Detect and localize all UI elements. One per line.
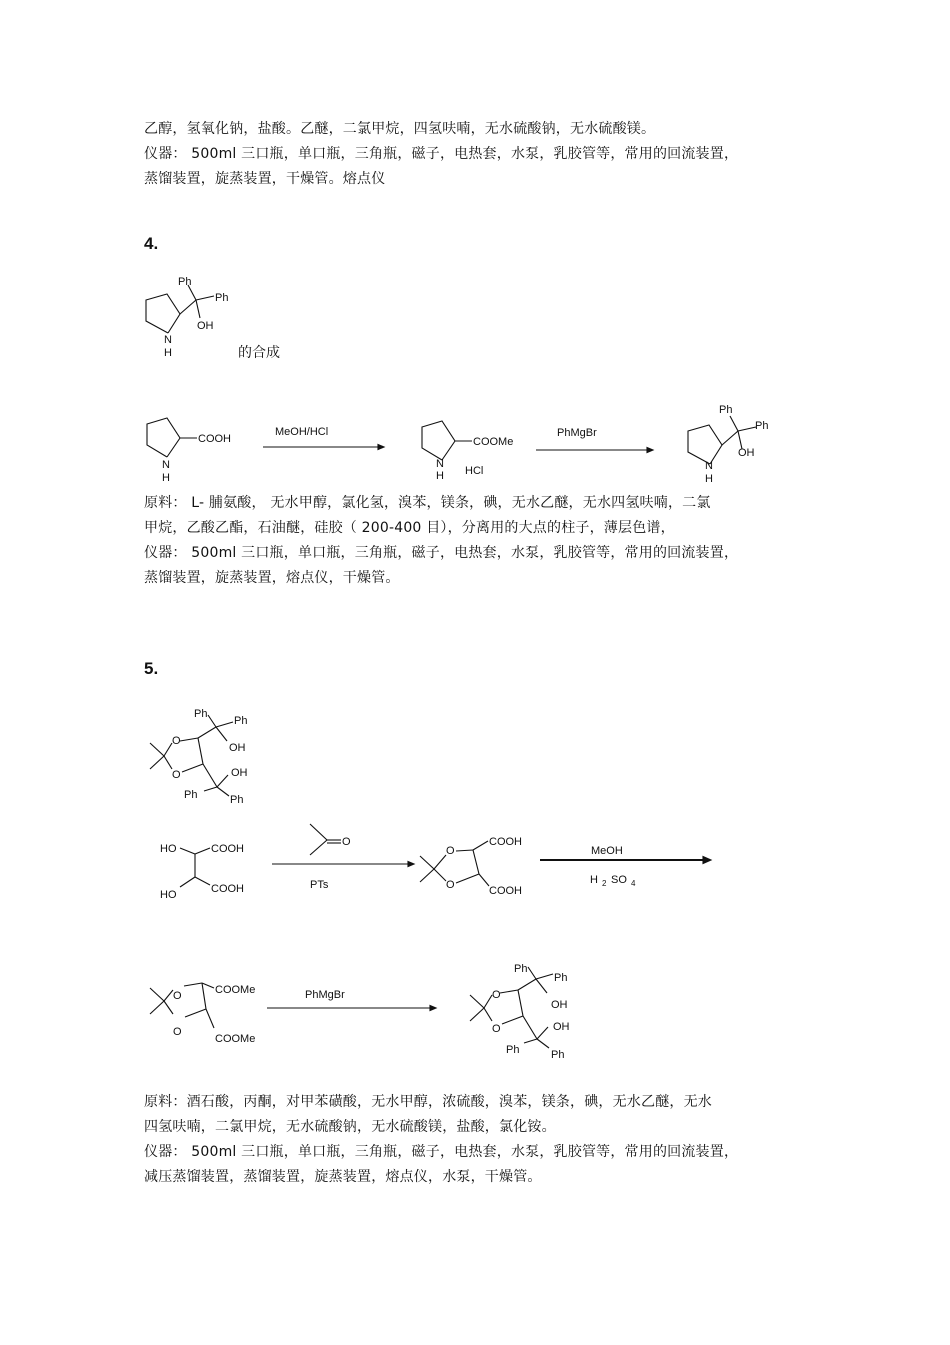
- oh-label: OH: [551, 999, 568, 1011]
- oh-label: OH: [231, 767, 248, 779]
- ph-label: Ph: [194, 708, 208, 720]
- n-atom-label: N: [705, 460, 713, 472]
- o-atom-label: O: [172, 769, 181, 781]
- n-atom-label: N: [436, 458, 444, 470]
- reagent-label: SO: [611, 874, 627, 886]
- instruments-line: 仪器： 500ml 三口瓶，单口瓶，三角瓶，磁子，电热套，水泵，乳胶管等，常用的回流装置，: [144, 1144, 739, 1160]
- subscript-label: 4: [631, 879, 636, 888]
- instruments-line: 仪器： 500ml 三口瓶，单口瓶，三角瓶，磁子，电热套，水泵，乳胶管等，常用的回流装置，: [144, 545, 739, 561]
- h-atom-label: H: [436, 470, 444, 482]
- oh-label: OH: [738, 447, 755, 459]
- hcl-label: HCl: [465, 465, 484, 477]
- instruments-line: 减压蒸馏装置，蒸馏装置，旋蒸装置，熔点仪，水泵，干燥管。: [144, 1169, 542, 1185]
- subscript-label: 2: [602, 879, 607, 888]
- n-atom-label: N: [164, 334, 172, 346]
- o-atom-label: O: [446, 845, 455, 857]
- target-structure-taddol: [140, 700, 270, 810]
- ho-label: HO: [160, 843, 177, 855]
- h-atom-label: H: [705, 473, 713, 485]
- o-atom-label: O: [492, 1023, 501, 1035]
- cooh-label: COOH: [489, 885, 522, 897]
- ph-label: Ph: [184, 789, 198, 801]
- h-atom-label: H: [162, 472, 170, 484]
- oh-label: OH: [553, 1021, 570, 1033]
- oh-label: OH: [229, 742, 246, 754]
- ph-label: Ph: [178, 276, 192, 288]
- ph-label: Ph: [755, 420, 769, 432]
- materials-line: 原料： L- 脯氨酸， 无水甲醇，氯化氢，溴苯，镁条，碘，无水乙醚，无水四氢呋喃，二氯: [144, 495, 711, 511]
- reaction-scheme-4: [140, 400, 800, 490]
- instruments-line: 蒸馏装置，旋蒸装置，熔点仪，干燥管。: [144, 570, 400, 586]
- section-number: 5.: [144, 659, 159, 678]
- cooh-label: COOH: [489, 836, 522, 848]
- o-atom-label: O: [342, 836, 351, 848]
- target-caption: 的合成: [238, 345, 280, 361]
- reagent-label: H: [590, 874, 598, 886]
- h-atom-label: H: [164, 347, 172, 359]
- o-atom-label: O: [172, 735, 181, 747]
- ph-label: Ph: [234, 715, 248, 727]
- ph-label: Ph: [719, 404, 733, 416]
- cooh-label: COOH: [211, 843, 244, 855]
- cooh-label: COOH: [211, 883, 244, 895]
- ph-label: Ph: [514, 963, 528, 975]
- materials-line: 乙醇，氢氧化钠，盐酸。乙醚，二氯甲烷，四氢呋喃，无水硫酸钠，无水硫酸镁。: [144, 121, 656, 137]
- oh-label: OH: [197, 320, 214, 332]
- ph-label: Ph: [551, 1049, 565, 1061]
- o-atom-label: O: [173, 990, 182, 1002]
- materials-line: 四氢呋喃，二氯甲烷，无水硫酸钠，无水硫酸镁，盐酸，氯化铵。: [144, 1119, 556, 1135]
- reagent-label: MeOH/HCl: [275, 426, 329, 438]
- coome-label: COOMe: [473, 436, 514, 448]
- ph-label: Ph: [215, 292, 229, 304]
- o-atom-label: O: [492, 989, 501, 1001]
- coome-label: COOMe: [215, 1033, 256, 1045]
- reagent-label: PTs: [310, 879, 329, 891]
- ph-label: Ph: [506, 1044, 520, 1056]
- materials-line: 甲烷，乙酸乙酯，石油醚，硅胶（ 200-400 目），分离用的大点的柱子，薄层色谱，: [144, 520, 675, 536]
- n-atom-label: N: [162, 459, 170, 471]
- target-structure-diphenylprolinol: [130, 270, 240, 365]
- reagent-label: PhMgBr: [557, 427, 597, 439]
- coome-label: COOMe: [215, 984, 256, 996]
- reaction-scheme-5b: [140, 955, 600, 1065]
- instruments-line: 仪器： 500ml 三口瓶，单口瓶，三角瓶，磁子，电热套，水泵，乳胶管等，常用的回流装置，: [144, 146, 739, 162]
- reagent-label: PhMgBr: [305, 989, 345, 1001]
- ho-label: HO: [160, 889, 177, 901]
- reagent-label: MeOH: [591, 845, 623, 857]
- ph-label: Ph: [230, 794, 244, 806]
- cooh-label: COOH: [198, 433, 231, 445]
- reaction-scheme-5a: [150, 815, 730, 910]
- o-atom-label: O: [173, 1026, 182, 1038]
- materials-line: 原料：酒石酸，丙酮，对甲苯磺酸，无水甲醇，浓硫酸，溴苯，镁条，碘，无水乙醚，无水: [144, 1094, 712, 1110]
- instruments-line: 蒸馏装置，旋蒸装置，干燥管。熔点仪: [144, 171, 386, 187]
- ph-label: Ph: [554, 972, 568, 984]
- section-number: 4.: [144, 234, 159, 253]
- o-atom-label: O: [446, 879, 455, 891]
